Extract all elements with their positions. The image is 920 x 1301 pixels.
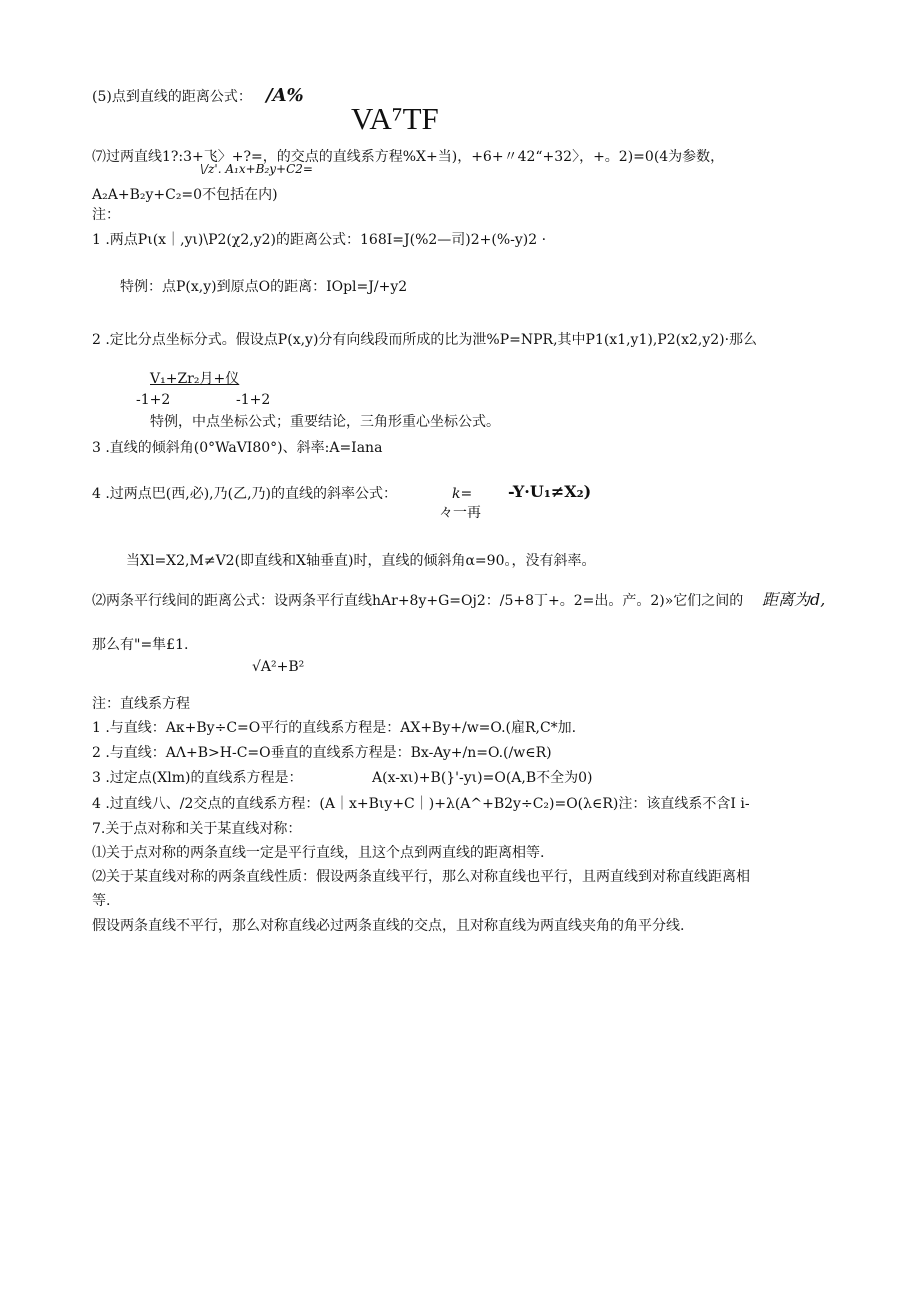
paragraph-line: A₂A+B₂y+C₂=0不包括在内) bbox=[92, 187, 278, 203]
line-family-parallel: 1 .与直线：Aκ+By÷C=O平行的直线系方程是：AX+By+/w=O.(雇R,C*加. bbox=[92, 720, 577, 736]
parallel-distance-d: 距离为d, bbox=[762, 590, 826, 609]
item-1-two-point-distance: 1 .两点Pι(x｜,yι)\P2(χ2,y2)的距离公式：168I=J(%2—司)2+(%-y)2 · bbox=[92, 232, 547, 248]
slope-denominator: 々一再 bbox=[439, 505, 481, 521]
heading-7-line-family: ⑺过两直线1?:3+飞〉+?=，的交点的直线系方程%X+当)，+6+〃42“+32〉，+。2)=0(4为参数， bbox=[92, 149, 725, 165]
fraction-denominator-1: -1+2 bbox=[136, 392, 171, 408]
formula-subline: \/z'. A₁x+B₂y+C2= bbox=[200, 162, 313, 176]
fraction-denominator-2: -1+2 bbox=[236, 392, 271, 408]
item-3-inclination-slope: 3 .直线的倾斜角(0°WaVI80°)、斜率:A=Iana bbox=[92, 440, 383, 456]
parallel-distance-formula: ⑵两条平行线间的距离公式：设两条平行直线hAr+8y+G=Oj2：/5+8丁+。2=出。产。2)»它们之间的 bbox=[92, 593, 744, 609]
symmetry-line: ⑵关于某直线对称的两条直线性质：假设两条直线平行，那么对称直线也平行，且两直线到对称直线距离相 bbox=[92, 869, 750, 885]
slope-fraction: -Y·U₁≠X₂) bbox=[508, 482, 592, 501]
formula-fragment: /A% bbox=[266, 85, 304, 106]
symmetry-nonparallel: 假设两条直线不平行，那么对称直线必过两条直线的交点，且对称直线为两直线夹角的角平分线. bbox=[92, 918, 685, 934]
line-family-fixed-point: 3 .过定点(Xlm)的直线系方程是： bbox=[92, 770, 303, 786]
line-family-intersection: 4 .过直线八、/2交点的直线系方程：(A｜x+Bιy+C｜)+λ(A^+B2y÷C₂)=O(λ∈R)注：该直线系不含I i- bbox=[92, 796, 750, 812]
symmetry-line-cont: 等. bbox=[92, 893, 111, 909]
vertical-line-note: 当Xl=X2,M≠V2(即直线和X轴垂直)时，直线的倾斜角α=90。，没有斜率。 bbox=[126, 553, 596, 569]
item-2-section-formula: 2 .定比分点坐标分式。假设点P(x,y)分有向线段而所成的比为泄%P=NPR,其中P1(x1,y1),P2(x2,y2)·那么 bbox=[92, 332, 758, 348]
note-label: 注： bbox=[92, 207, 120, 223]
special-case-midpoint: 特例，中点坐标公式；重要结论，三角形重心坐标公式。 bbox=[150, 414, 500, 430]
note-line-family-title: 注：直线系方程 bbox=[92, 696, 190, 712]
formula-garbled-large: VA⁷TF bbox=[351, 101, 439, 136]
symmetry-point: ⑴关于点对称的两条直线一定是平行直线，且这个点到两直线的距离相等. bbox=[92, 845, 545, 861]
line-family-fixed-point-formula: A(x-xι)+B(}'-yι)=O(A,B不全为0) bbox=[372, 770, 593, 786]
special-case-origin-distance: 特例：点P(x,y)到原点O的距离：IOpl=J/+y2 bbox=[120, 279, 408, 295]
line-family-perpendicular: 2 .与直线：AΛ+B>H-C=O垂直的直线系方程是：Bx-Ay+/n=O.(/w∈R) bbox=[92, 745, 552, 761]
heading-7-symmetry: 7.关于点对称和关于某直线对称： bbox=[92, 821, 302, 837]
fraction-numerator: V₁+Zr₂月+仪 bbox=[150, 371, 240, 387]
item-4-slope-formula: 4 .过两点巴(西,必),乃(乙,乃)的直线的斜率公式： bbox=[92, 486, 398, 502]
slope-k: k= bbox=[452, 486, 473, 502]
distance-denominator: √A²+B² bbox=[252, 659, 305, 675]
heading-5-distance-point-line: (5)点到直线的距离公式： bbox=[92, 89, 252, 105]
parallel-distance-result: 那么有"=隼£1. bbox=[92, 637, 189, 653]
